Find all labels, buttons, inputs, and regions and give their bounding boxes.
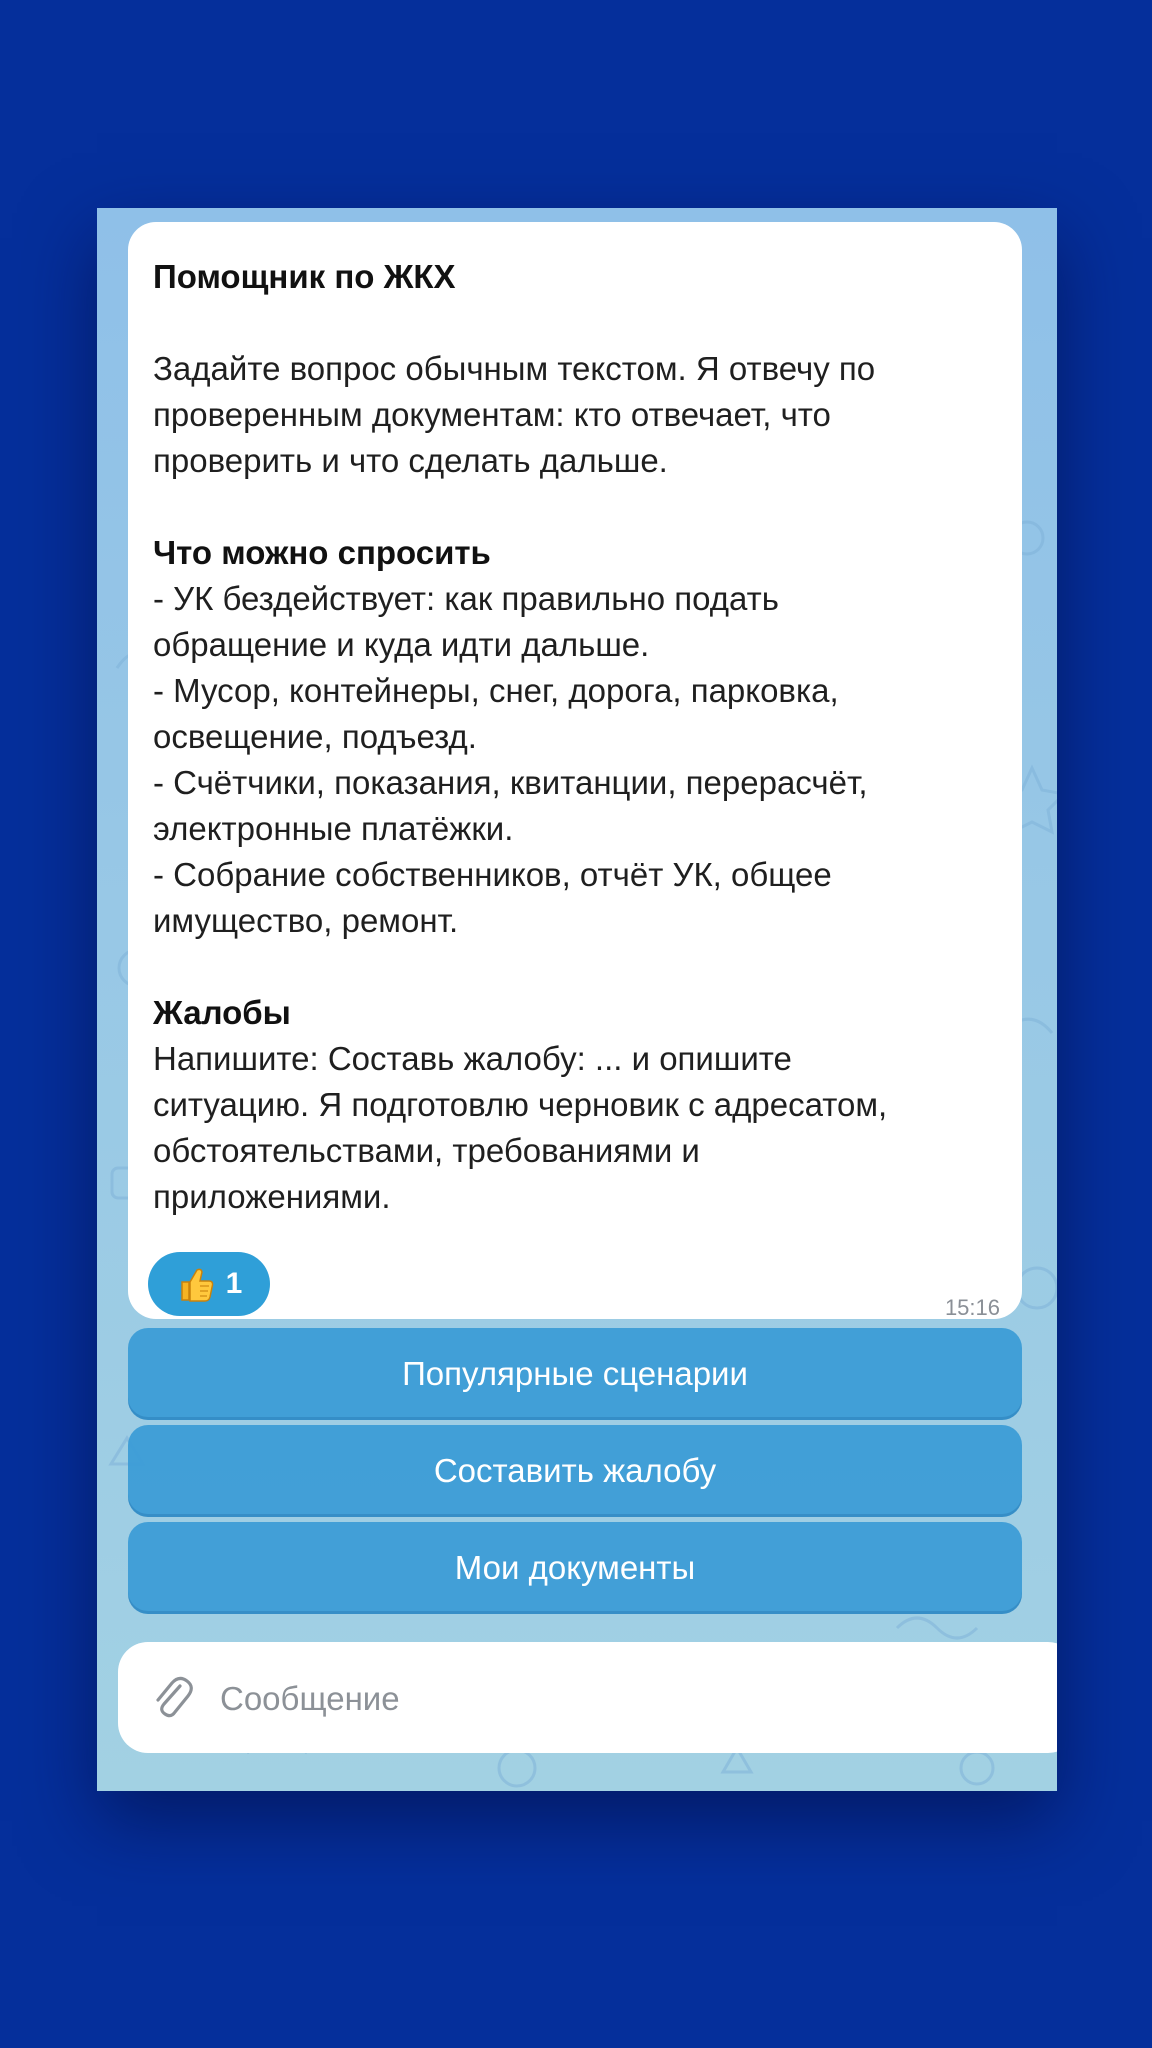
popular-scenarios-button[interactable]: Популярные сценарии	[128, 1328, 1022, 1420]
paperclip-icon[interactable]	[150, 1674, 194, 1722]
intro-line: Задайте вопрос обычным текстом. Я отвечу по	[153, 350, 876, 387]
question-line: имущество, ремонт.	[153, 902, 459, 939]
message-title: Помощник по ЖКХ	[153, 258, 456, 295]
bot-message-bubble	[128, 222, 1022, 1319]
intro-line: проверенным документам: кто отвечает, что	[153, 396, 831, 433]
chat-window	[97, 208, 1057, 1791]
message-input[interactable]	[218, 1668, 982, 1730]
question-line: - Счётчики, показания, квитанции, перерасчёт,	[153, 764, 868, 801]
question-line: - Мусор, контейнеры, снег, дорога, парковка,	[153, 672, 839, 709]
reaction-chip[interactable]	[148, 1252, 270, 1316]
questions-heading: Что можно спросить	[153, 534, 491, 571]
complaint-line: Напишите: Составь жалобу: ... и опишите	[153, 1040, 792, 1077]
message-timestamp: 15:16	[944, 1295, 1000, 1320]
complaints-heading: Жалобы	[153, 994, 291, 1031]
message-composer	[118, 1642, 1057, 1753]
thumbs-up-icon	[176, 1264, 216, 1304]
compose-complaint-button[interactable]: Составить жалобу	[128, 1425, 1022, 1517]
question-line: - УК бездействует: как правильно подать	[153, 580, 779, 617]
question-line: электронные платёжки.	[153, 810, 514, 847]
bot-message-text	[153, 254, 1013, 1220]
question-line: обращение и куда идти дальше.	[153, 626, 650, 663]
question-line: - Собрание собственников, отчёт УК, общее	[153, 856, 832, 893]
complaint-line: приложениями.	[153, 1178, 391, 1215]
my-documents-button[interactable]: Мои документы	[128, 1522, 1022, 1614]
complaint-line: ситуацию. Я подготовлю черновик с адресатом,	[153, 1086, 888, 1123]
complaint-line: обстоятельствами, требованиями и	[153, 1132, 700, 1169]
intro-line: проверить и что сделать дальше.	[153, 442, 668, 479]
question-line: освещение, подъезд.	[153, 718, 477, 755]
reaction-count: 1	[225, 1267, 243, 1300]
